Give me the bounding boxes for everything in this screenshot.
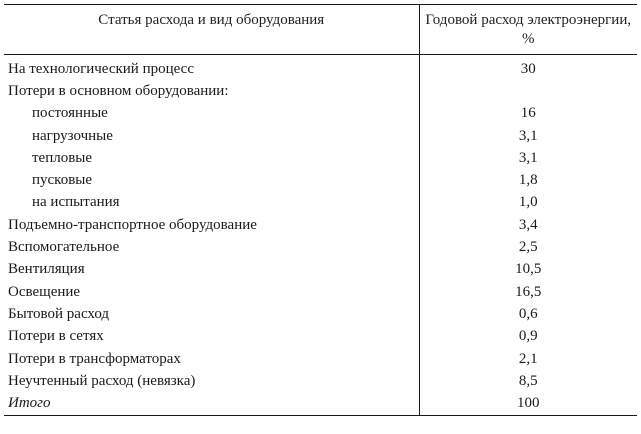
- energy-consumption-table: [4, 4, 637, 416]
- row-item-label: Вентиляция: [4, 259, 419, 281]
- row-item-label: Бытовой расход: [4, 303, 419, 325]
- row-item-label: Вспомогательное: [4, 236, 419, 258]
- row-value: 0,6: [518, 305, 538, 322]
- table-row: [4, 392, 637, 415]
- table-row: [4, 147, 637, 169]
- row-value: 3,4: [518, 216, 538, 233]
- row-value: 3,1: [518, 149, 538, 166]
- row-value: 1,8: [518, 172, 538, 189]
- row-item-label: На технологический процесс: [4, 55, 419, 81]
- table-row: [4, 169, 637, 191]
- row-value: 30: [520, 60, 536, 77]
- row-item-label: Потери в сетях: [4, 326, 419, 348]
- row-item-label: постоянные: [4, 103, 419, 125]
- table-row: [4, 214, 637, 236]
- row-item-label: Потери в основном оборудовании:: [4, 80, 419, 102]
- table-row: [4, 80, 637, 102]
- row-value: [419, 80, 637, 102]
- table-header: [4, 5, 637, 55]
- header-value-column: Годовой расход электроэнергии, %: [419, 5, 637, 55]
- table-row: [4, 55, 637, 81]
- table-body: [4, 55, 637, 416]
- row-value: 16: [520, 105, 536, 122]
- row-value: 0,9: [518, 328, 538, 345]
- table-row: [4, 303, 637, 325]
- row-item-label: Потери в трансформаторах: [4, 348, 419, 370]
- row-item-label: тепловые: [4, 147, 419, 169]
- row-item-label: пусковые: [4, 169, 419, 191]
- table-row: [4, 281, 637, 303]
- row-value: 2,1: [518, 350, 538, 367]
- table-row: [4, 103, 637, 125]
- table-row: [4, 326, 637, 348]
- table-row: [4, 370, 637, 392]
- row-value: 100: [419, 392, 637, 415]
- row-item-label: на испытания: [4, 192, 419, 214]
- row-item-label: Неучтенный расход (невязка): [4, 370, 419, 392]
- table-row: [4, 236, 637, 258]
- table-header-row: [4, 5, 637, 55]
- row-value: 3,1: [518, 127, 538, 144]
- table-row: [4, 259, 637, 281]
- row-item-label: нагрузочные: [4, 125, 419, 147]
- table-row: [4, 192, 637, 214]
- row-item-label: Освещение: [4, 281, 419, 303]
- row-item-label: Подъемно-транспортное оборудование: [4, 214, 419, 236]
- row-value: 16,5: [515, 283, 542, 300]
- row-item-label: Итого: [4, 392, 419, 415]
- row-value: 10,5: [515, 261, 542, 278]
- row-value: 2,5: [518, 239, 538, 256]
- row-value: 1,0: [518, 194, 538, 211]
- table-row: [4, 125, 637, 147]
- table-row: [4, 348, 637, 370]
- row-value: 8,5: [518, 372, 538, 389]
- header-item-column: Статья расхода и вид оборудования: [4, 5, 419, 55]
